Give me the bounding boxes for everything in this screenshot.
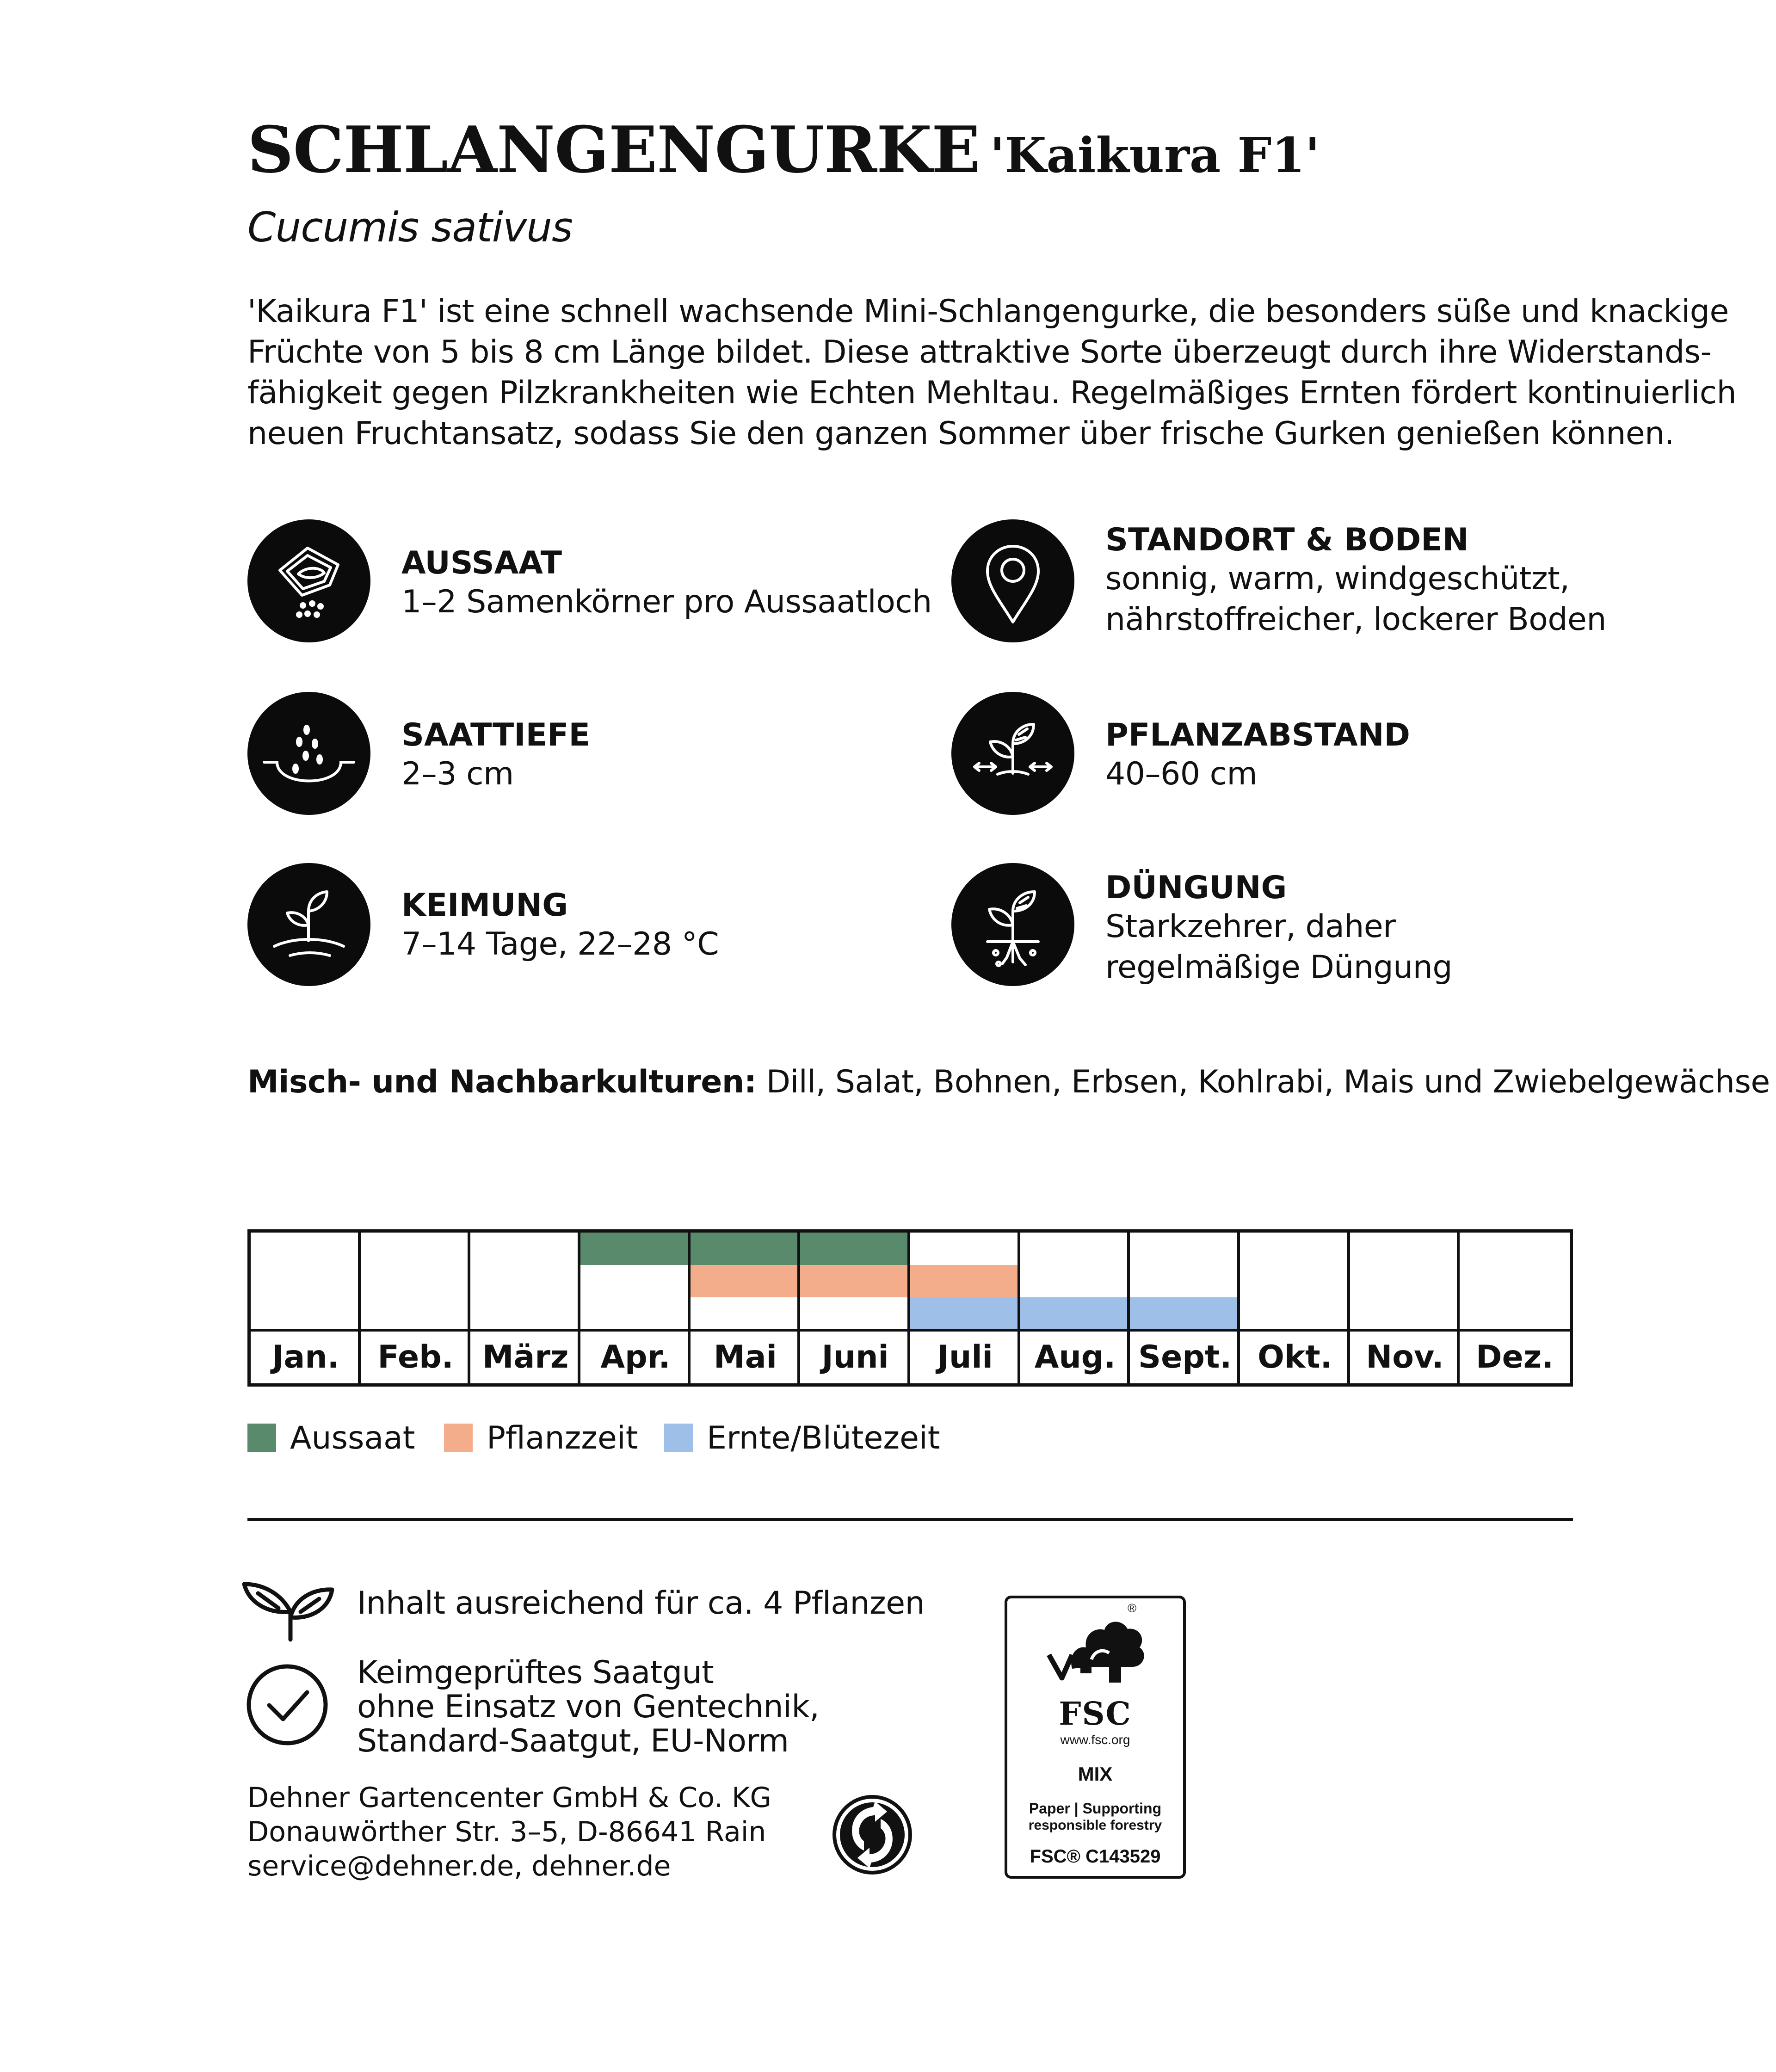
info-keimung-title: KEIMUNG (401, 887, 568, 924)
company-contact: service@dehner.de, dehner.de (247, 1850, 671, 1882)
quality-line-3: Standard-Saatgut, EU-Norm (357, 1723, 789, 1759)
sowing-calendar (247, 1229, 1573, 1387)
legend-swatch-pflanzzeit (444, 1424, 473, 1452)
legend-label: Pflanzzeit (487, 1420, 638, 1456)
seedling-icon (247, 863, 370, 986)
content-amount: Inhalt ausreichend für ca. 4 Pflanzen (357, 1585, 925, 1622)
calendar-month-label: März (482, 1339, 569, 1375)
calendar-month-label: Juni (821, 1339, 889, 1375)
cultivar-name: 'Kaikura F1' (990, 127, 1320, 184)
divider (247, 1518, 1573, 1521)
calendar-month-label: Juli (937, 1339, 993, 1375)
info-aussaat-text: 1–2 Samenkörner pro Aussaatloch (401, 584, 932, 620)
fsc-url: www.fsc.org (1060, 1733, 1130, 1747)
calendar-month-label: Feb. (377, 1339, 454, 1375)
company-name: Dehner Gartencenter GmbH & Co. KG (247, 1782, 771, 1814)
legend-swatch-aussaat (247, 1424, 276, 1452)
product-title (247, 112, 1320, 187)
leaves-icon (240, 1566, 337, 1644)
calendar-month-label: Apr. (600, 1339, 671, 1375)
companion-list: Dill, Salat, Bohnen, Erbsen, Kohlrabi, Mais und Zwiebelgewächse (756, 1064, 1770, 1100)
info-keimung-text: 7–14 Tage, 22–28 °C (401, 926, 719, 962)
quality-line-2: ohne Einsatz von Gentechnik, (357, 1689, 820, 1725)
fsc-paper-line-2: responsible forestry (1028, 1818, 1162, 1833)
company-address: Donauwörther Str. 3–5, D-86641 Rain (247, 1816, 766, 1848)
info-abstand-title: PFLANZABSTAND (1105, 717, 1410, 753)
description-line: Früchte von 5 bis 8 cm Länge bildet. Diese attraktive Sorte überzeugt durch ihre Widerstands- (247, 334, 1712, 370)
info-standort-title: STANDORT & BODEN (1105, 522, 1469, 558)
info-duengung-title: DÜNGUNG (1105, 870, 1287, 906)
quality-line-1: Keimgeprüftes Saatgut (357, 1654, 714, 1691)
fsc-code: FSC® C143529 (1030, 1846, 1161, 1867)
calendar-month-label: Jan. (272, 1339, 339, 1375)
seed-packet-icon (247, 519, 370, 642)
location-pin-icon (951, 519, 1074, 642)
info-duengung-line-1: Starkzehrer, daher (1105, 908, 1396, 945)
info-standort-line-1: sonnig, warm, windgeschützt, (1105, 561, 1570, 597)
description-line: neuen Fruchtansatz, sodass Sie den ganzen Sommer über frische Gurken genießen können. (247, 415, 1674, 452)
info-aussaat-title: AUSSAAT (401, 545, 562, 581)
legend-aussaat (247, 1420, 415, 1456)
calendar-month-label: Mai (714, 1339, 777, 1375)
calendar-month-label: Okt. (1258, 1339, 1332, 1375)
legend-swatch-ernte (664, 1424, 693, 1452)
info-abstand-text: 40–60 cm (1105, 756, 1258, 792)
companion-plants (247, 1064, 1770, 1100)
fsc-tree-icon (1040, 1609, 1155, 1687)
fsc-paper-line-1: Paper | Supporting (1029, 1800, 1162, 1817)
info-duengung-line-2: regelmäßige Düngung (1105, 949, 1453, 986)
planting-depth-icon (247, 692, 370, 815)
description-line: 'Kaikura F1' ist eine schnell wachsende Mini-Schlangengurke, die besonders süße und knackige (247, 293, 1729, 330)
plant-roots-icon (951, 863, 1074, 986)
legend-label: Aussaat (290, 1420, 415, 1456)
description (247, 291, 1737, 454)
companion-label: Misch- und Nachbarkulturen: (247, 1064, 757, 1100)
info-saattiefe-text: 2–3 cm (401, 756, 514, 792)
product-name: SCHLANGENGURKE (247, 112, 980, 187)
recycling-dot-icon (831, 1793, 914, 1876)
calendar-month-label: Sept. (1138, 1339, 1232, 1375)
calendar-month-label: Aug. (1034, 1339, 1116, 1375)
checkmark-icon (246, 1664, 328, 1746)
fsc-registered: ® (1128, 1601, 1137, 1615)
plant-spacing-icon (951, 692, 1074, 815)
info-standort-line-2: nährstoffreicher, lockerer Boden (1105, 601, 1606, 638)
latin-name: Cucumis sativus (247, 204, 573, 251)
legend-ernte (664, 1420, 940, 1456)
calendar-month-label: Dez. (1476, 1339, 1554, 1375)
legend-pflanzzeit (444, 1420, 638, 1456)
info-saattiefe-title: SAATTIEFE (401, 717, 590, 753)
fsc-logo (1005, 1596, 1186, 1879)
calendar-month-label: Nov. (1366, 1339, 1444, 1375)
fsc-mix: MIX (1078, 1763, 1113, 1785)
legend-label: Ernte/Blütezeit (707, 1420, 940, 1456)
fsc-brand: FSC (1059, 1696, 1132, 1733)
description-line: fähigkeit gegen Pilzkrankheiten wie Echten Mehltau. Regelmäßiges Ernten fördert kontinuierlich (247, 375, 1737, 411)
